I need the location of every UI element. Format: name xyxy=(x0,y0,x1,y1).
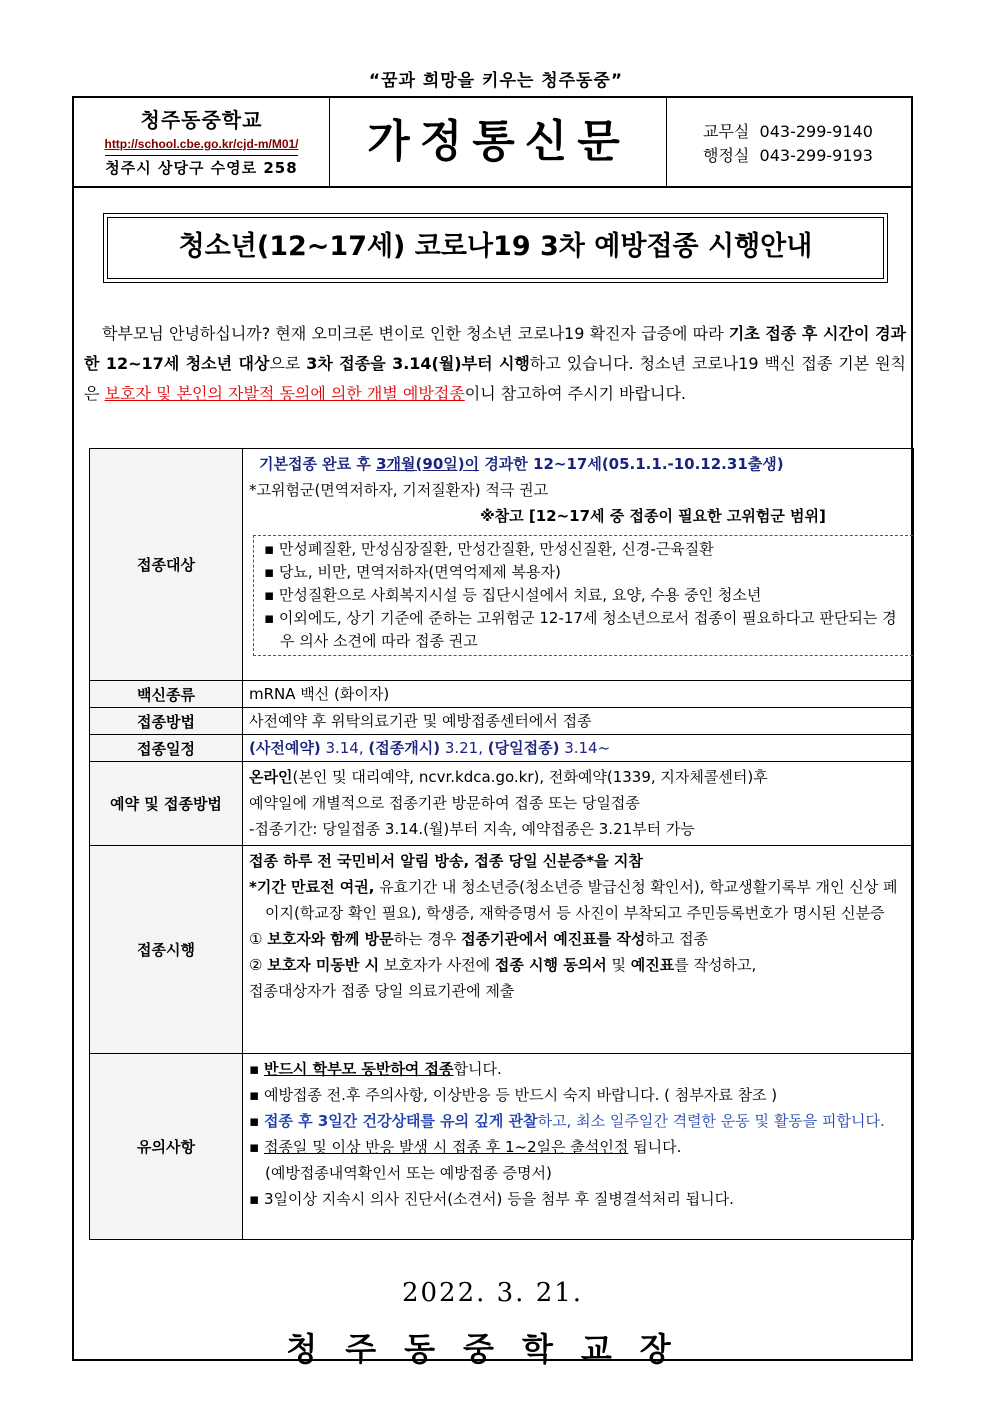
school-info xyxy=(74,98,330,186)
intro-text: 으로 xyxy=(269,354,307,373)
label-reservation: 예약 및 접종방법 xyxy=(90,762,243,846)
slogan: “꿈과 희망을 키우는 청주동중” xyxy=(368,71,624,91)
contact-info xyxy=(667,98,911,186)
intro-emphasis: 3차 접종을 3.14(월)부터 시행 xyxy=(306,354,530,373)
row-reservation xyxy=(90,762,914,846)
high-risk-item: ▪ 이외에도, 상기 기준에 준하는 고위험군 12-17세 청소년으로서 접종이 필요하다고 판단되는 경우 의사 소견에 따라 접종 권고 xyxy=(264,609,897,650)
header xyxy=(74,98,911,188)
schedule-date: 3.14, xyxy=(320,739,369,757)
procedure-emphasis: 예진표 xyxy=(630,956,675,974)
procedure-emphasis: 보호자 미동반 시 xyxy=(267,956,380,974)
office-phone: 043-299-9140 xyxy=(759,122,873,141)
procedure-text: 하는 경우 xyxy=(393,930,462,948)
note-item xyxy=(249,1134,907,1160)
row-schedule xyxy=(90,735,914,762)
label-method: 접종방법 xyxy=(90,708,243,735)
cell-notes xyxy=(243,1054,914,1240)
label-procedure: 접종시행 xyxy=(90,846,243,1054)
admin-label: 행정실 xyxy=(703,146,750,165)
bullet-icon: ▪ xyxy=(249,1086,260,1104)
bullet-icon: ▪ xyxy=(249,1190,260,1208)
procedure-emphasis: 접종 시행 동의서 xyxy=(494,956,607,974)
principal-signature: 청주동중학교장 xyxy=(286,1330,699,1368)
schedule-date: 3.14~ xyxy=(559,739,611,757)
note-emphasis: 접종 후 3일간 건강상태를 유의 깊게 관찰 xyxy=(263,1112,538,1130)
high-risk-box xyxy=(253,535,913,656)
cell-target xyxy=(243,449,914,681)
note-subtext: (예방접종내역확인서 또는 예방접종 증명서) xyxy=(265,1164,552,1182)
procedure-id-list xyxy=(249,874,907,926)
procedure-line1: 접종 하루 전 국민비서 알림 방송, 접종 당일 신분증*을 지참 xyxy=(249,852,643,870)
school-name: 청주동중학교 xyxy=(140,108,263,132)
procedure-emphasis: 접종기관에서 예진표를 작성 xyxy=(461,930,646,948)
target-line1-end: 경과한 12~17세(05.1.1.-10.12.31출생) xyxy=(479,455,784,473)
reservation-detail: (본인 및 대리예약, ncvr.kdca.go.kr), 전화예약(1339, 지자체콜센터)후 xyxy=(292,768,768,786)
procedure-with-guardian xyxy=(249,926,907,952)
note-emphasis: 접종일 및 이상 반응 발생 시 접종 후 1~2일은 출석인정 xyxy=(263,1138,629,1156)
page-title: 청소년(12~17세) 코로나19 3차 예방접종 시행안내 xyxy=(107,217,884,279)
newsletter-frame xyxy=(72,96,913,1368)
high-risk-item: ▪ 만성폐질환, 만성심장질환, 만성간질환, 만성신질환, 신경-근육질환 xyxy=(264,540,714,558)
label-target: 접종대상 xyxy=(90,449,243,681)
note-item xyxy=(249,1108,907,1134)
high-risk-item: ▪ 만성질환으로 사회복지시설 등 집단시설에서 치료, 요양, 수용 중인 청소년 xyxy=(264,586,762,604)
admin-phone: 043-299-9193 xyxy=(759,146,873,165)
school-url-link[interactable]: http://school.cbe.go.kr/cjd-m/M01/ xyxy=(104,137,299,151)
row-notes xyxy=(90,1054,914,1240)
target-line2: *고위험군(면역저하자, 기저질환자) 적극 권고 xyxy=(249,481,549,499)
procedure-passport: *기간 만료전 여권, xyxy=(249,878,375,896)
note-text: 3일이상 지속시 의사 진단서(소견서) 등을 첨부 후 질병결석처리 됩니다. xyxy=(263,1190,734,1208)
target-note-heading: ※참고 [12~17세 중 접종이 필요한 고위험군 범위] xyxy=(480,507,826,525)
reservation-line3: -접종기간: 당일접종 3.14.(월)부터 지속, 예약접종은 3.21부터 가능 xyxy=(249,820,695,838)
procedure-text: 보호자가 사전에 xyxy=(379,956,495,974)
note-text: 합니다. xyxy=(453,1060,502,1078)
bullet-icon: ▪ xyxy=(249,1060,260,1078)
procedure-text: 를 작성하고, xyxy=(674,956,757,974)
note-item xyxy=(249,1056,907,1082)
label-vaccine: 백신종류 xyxy=(90,681,243,708)
procedure-text: 하고 접종 xyxy=(645,930,709,948)
bullet-icon: ▪ xyxy=(249,1138,260,1156)
intro-paragraph xyxy=(84,319,906,409)
info-table xyxy=(89,448,914,1240)
procedure-text: 및 xyxy=(606,956,631,974)
step-number: ② xyxy=(249,956,268,974)
note-text: 예방접종 전.후 주의사항, 이상반응 등 반드시 숙지 바랍니다. ( 첨부자료 참조 ) xyxy=(263,1086,778,1104)
reservation-line1 xyxy=(249,764,907,790)
method-value: 사전예약 후 위탁의료기관 및 예방접종센터에서 접종 xyxy=(243,708,914,735)
reservation-line2: 예약일에 개별적으로 접종기관 방문하여 접종 또는 당일접종 xyxy=(249,794,640,812)
procedure-without-guardian xyxy=(249,952,907,978)
row-method xyxy=(90,708,914,735)
target-line1: 기본접종 완료 후 xyxy=(259,455,377,473)
procedure-emphasis: 보호자와 함께 방문 xyxy=(267,930,394,948)
row-target xyxy=(90,449,914,681)
reservation-online: 온라인 xyxy=(249,768,293,786)
title-box xyxy=(103,213,888,283)
schedule-value xyxy=(243,735,914,762)
cell-procedure xyxy=(243,846,914,1054)
schedule-item: (사전예약) xyxy=(249,739,321,757)
admin-phone-row xyxy=(703,144,911,168)
issue-date: 2022. 3. 21. xyxy=(401,1278,584,1308)
note-text: 하고, 최소 일주일간 격렬한 운동 및 활동을 피합니다. xyxy=(537,1112,885,1130)
step-number: ① xyxy=(249,930,268,948)
note-emphasis: 반드시 학부모 동반하여 접종 xyxy=(263,1060,454,1078)
bullet-icon: ▪ xyxy=(249,1112,260,1130)
schedule-item: (당일접종) xyxy=(487,739,560,757)
procedure-ids: 유효기간 내 청소년증(청소년증 발급신청 확인서), 학교생활기록부 개인 신상 페이지(학교장 확인 필요), 학생증, 재학증명서 등 사진이 부착되고 주민등록번호가 명시된 신분증 xyxy=(265,878,898,922)
intro-warning: 보호자 및 본인의 자발적 동의에 의한 개별 예방접종 xyxy=(104,384,465,403)
high-risk-item: ▪ 당뇨, 비만, 면역저하자(면역억제제 복용자) xyxy=(264,563,561,581)
school-address: 청주시 상당구 수영로 258 xyxy=(105,155,297,178)
intro-text: 하고 있습니다. 청소년 코로나19 백신 접종 기본 원칙은 xyxy=(84,354,907,403)
row-procedure xyxy=(90,846,914,1054)
intro-text: 학부모님 안녕하십니까? 현재 오미크론 변이로 인한 청소년 코로나19 확진자 급증에 따라 xyxy=(102,324,729,343)
label-schedule: 접종일정 xyxy=(90,735,243,762)
note-item xyxy=(249,1082,907,1108)
schedule-date: 3.21, xyxy=(440,739,488,757)
label-notes: 유의사항 xyxy=(90,1054,243,1240)
masthead: 가정통신문 xyxy=(367,116,630,167)
intro-emphasis: 기초 접종 후 시간이 경과한 12~17세 청소년 대상 xyxy=(84,324,906,373)
note-item xyxy=(249,1186,907,1212)
note-text: 됩니다. xyxy=(628,1138,682,1156)
row-vaccine xyxy=(90,681,914,708)
masthead-cell xyxy=(330,98,667,186)
office-phone-row xyxy=(703,120,911,144)
procedure-line5: 접종대상자가 접종 당일 의료기관에 제출 xyxy=(249,982,515,1000)
intro-text: 이니 참고하여 주시기 바랍니다. xyxy=(464,384,687,403)
cell-reservation xyxy=(243,762,914,846)
office-label: 교무실 xyxy=(703,122,750,141)
target-period: 3개월(90일)이 xyxy=(376,455,480,473)
schedule-item: (접종개시) xyxy=(368,739,441,757)
vaccine-value: mRNA 백신 (화이자) xyxy=(243,681,914,708)
